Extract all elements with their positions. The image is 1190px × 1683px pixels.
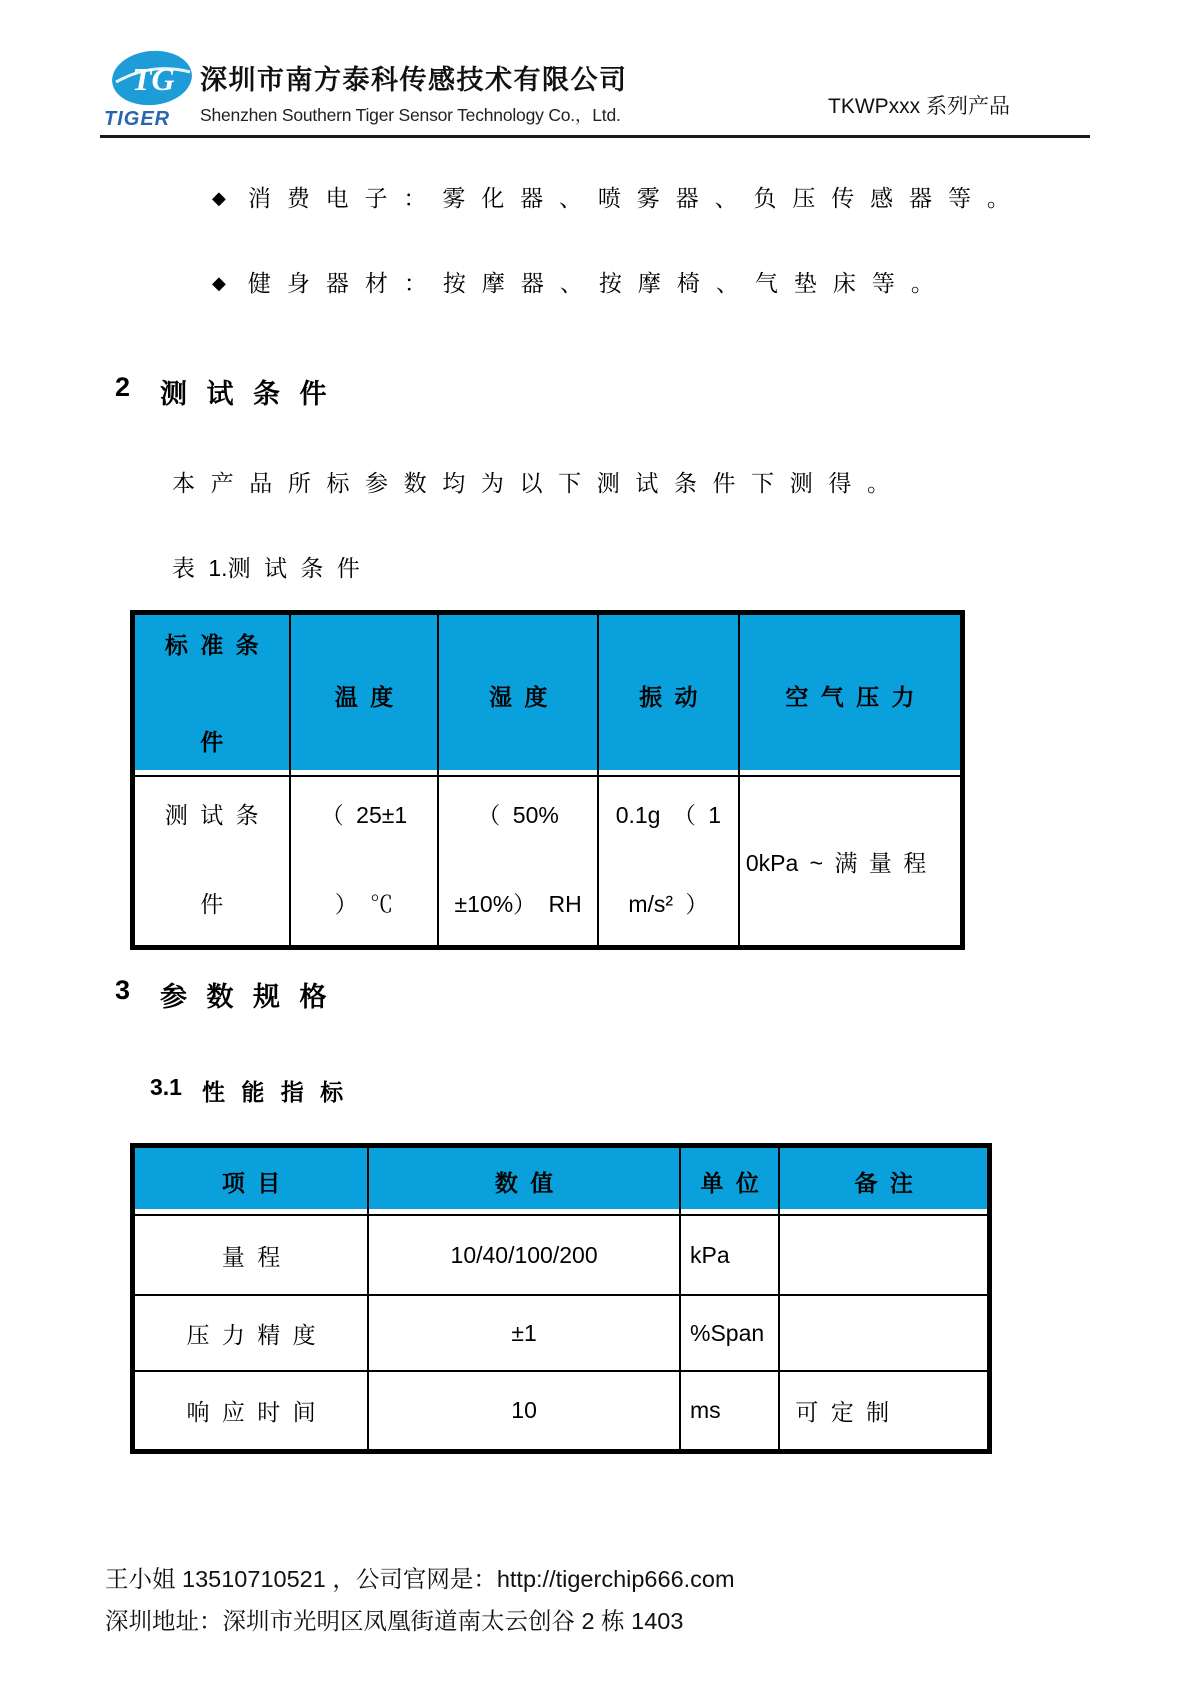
section-title: 测 试 条 件 — [160, 379, 327, 409]
header-divider — [100, 135, 1090, 138]
table-cell: 10/40/100/200 — [369, 1216, 679, 1294]
table-caption: 表 1.测 试 条 件 — [172, 555, 360, 581]
table-cell — [780, 1216, 987, 1294]
table-cell: 压 力 精 度 — [135, 1296, 367, 1370]
section-number: 3 — [115, 975, 131, 1005]
svg-text:TG: TG — [132, 61, 175, 97]
footer-address: 深圳地址：深圳市光明区凤凰街道南太云创谷 2 栋 1403 — [105, 1608, 684, 1634]
bullet-text: 健 身 器 材 ： 按 摩 器 、 按 摩 椅 、 气 垫 床 等 。 — [247, 270, 934, 296]
table-header-cell: 振 动 — [599, 615, 738, 775]
table-header-cell: 湿 度 — [439, 615, 597, 775]
subsection-title: 性 能 指 标 — [201, 1079, 344, 1105]
logo-wordmark: TIGER — [104, 108, 171, 130]
tiger-logo-icon — [108, 48, 194, 110]
table-header-cell: 空 气 压 力 — [740, 615, 960, 775]
company-name: 深圳市南方泰科传感技术有限公司 — [200, 65, 628, 95]
table-header-cell: 温 度 — [291, 615, 438, 775]
diamond-bullet-icon: ◆ — [212, 188, 226, 208]
section-heading — [115, 372, 327, 411]
performance-table — [130, 1143, 992, 1454]
table-cell: ms — [681, 1372, 778, 1449]
footer-contact: 王小姐 13510710521 ，公司官网是：http://tigerchip666.com — [105, 1566, 735, 1592]
section-title: 参 数 规 格 — [160, 982, 327, 1012]
table-header-cell: 备 注 — [780, 1148, 987, 1214]
subsection-number: 3.1 — [150, 1074, 182, 1100]
diamond-bullet-icon: ◆ — [212, 273, 226, 293]
table-cell: 10 — [369, 1372, 679, 1449]
table-cell: kPa — [681, 1216, 778, 1294]
table-cell — [780, 1296, 987, 1370]
table-header-cell: 标 准 条 件 — [135, 615, 289, 775]
list-item — [212, 268, 934, 298]
table-header-cell: 单 位 — [681, 1148, 778, 1214]
table-cell: 0.1g （ 1 m/s² ） — [599, 777, 738, 945]
subsection-heading — [150, 1074, 343, 1107]
section-heading — [115, 975, 327, 1014]
table-cell: 可 定 制 — [780, 1372, 987, 1449]
company-name-en: Shenzhen Southern Tiger Sensor Technology Co.，Ltd. — [200, 105, 621, 125]
section-number: 2 — [115, 372, 131, 402]
test-conditions-table — [130, 610, 965, 950]
table-header-cell: 项 目 — [135, 1148, 367, 1214]
bullet-text: 消 费 电 子 ： 雾 化 器 、 喷 雾 器 、 负 压 传 感 器 等 。 — [247, 185, 1010, 211]
table-header-cell: 数 值 — [369, 1148, 679, 1214]
table-cell: 量 程 — [135, 1216, 367, 1294]
table-cell: 测 试 条 件 — [135, 777, 289, 945]
table-cell: ±1 — [369, 1296, 679, 1370]
body-paragraph: 本 产 品 所 标 参 数 均 为 以 下 测 试 条 件 下 测 得 。 — [172, 470, 890, 496]
table-cell: %Span — [681, 1296, 778, 1370]
table-cell: 响 应 时 间 — [135, 1372, 367, 1449]
table-cell: （ 50% ±10%） RH — [439, 777, 597, 945]
product-series-label: TKWPxxx 系列产品 — [828, 95, 1010, 118]
table-cell: （ 25±1 ） ℃ — [291, 777, 438, 945]
table-cell: 0kPa ~ 满 量 程 — [740, 777, 960, 945]
list-item — [212, 183, 1010, 213]
